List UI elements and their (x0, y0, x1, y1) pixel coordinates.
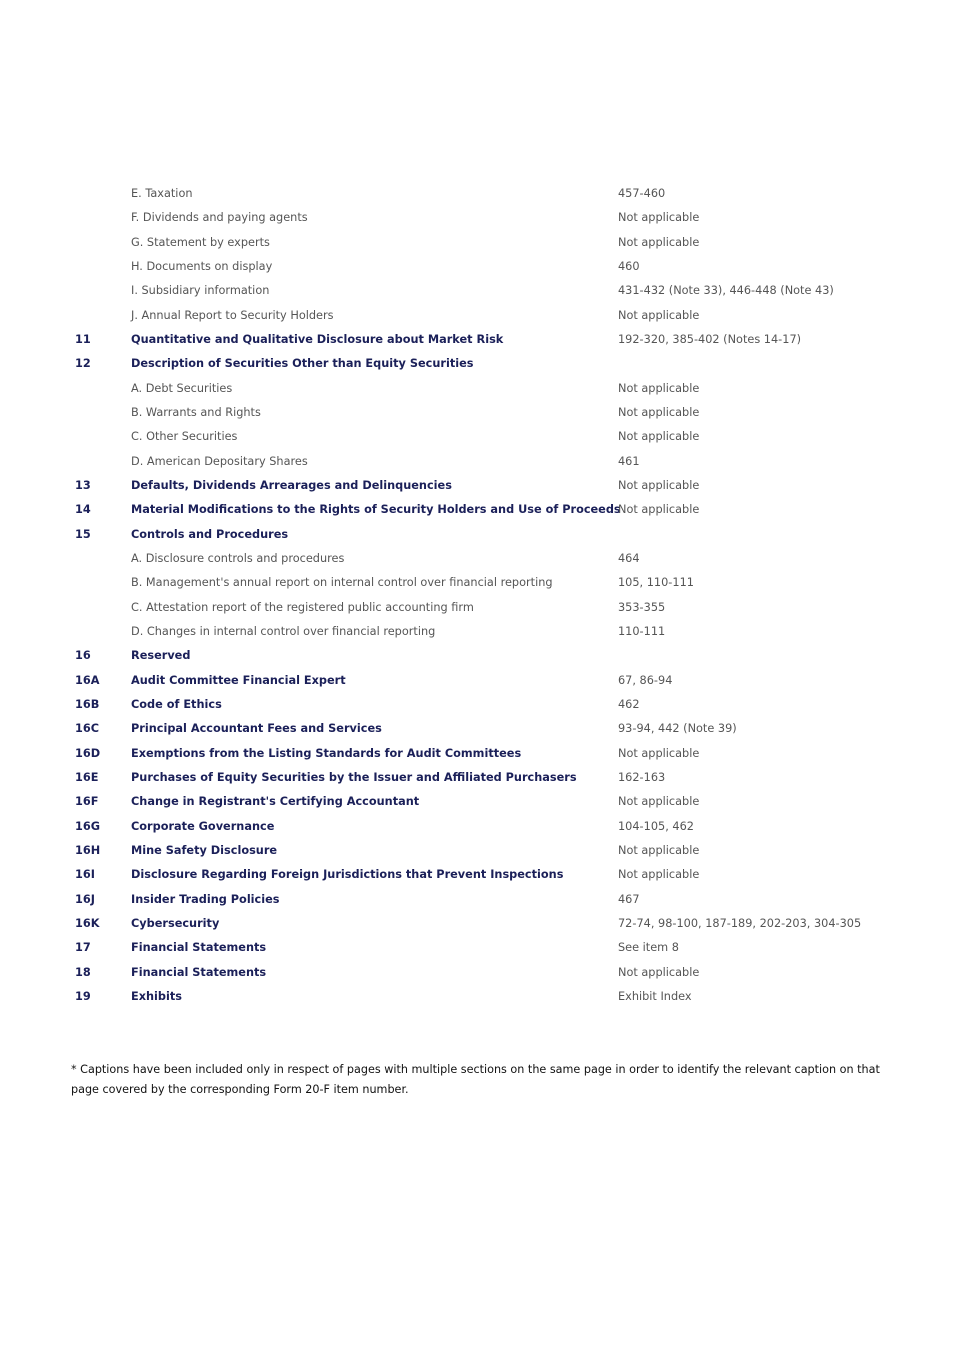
page-reference: Not applicable (618, 211, 700, 225)
item-title: Controls and Procedures (131, 527, 289, 541)
item-title: F. Dividends and paying agents (131, 211, 308, 225)
page-reference: 431-432 (Note 33), 446-448 (Note 43) (618, 284, 834, 298)
table-row (0, 231, 965, 255)
table-row (0, 888, 965, 912)
item-title: Principal Accountant Fees and Services (131, 722, 382, 736)
item-title: Financial Statements (131, 965, 267, 979)
item-number: 12 (75, 357, 91, 371)
page-reference: 104-105, 462 (618, 819, 694, 833)
page-reference: 462 (618, 697, 640, 711)
item-number: 16A (75, 673, 100, 687)
page-reference: Exhibit Index (618, 989, 692, 1003)
item-number: 16F (75, 795, 99, 809)
item-number: 16G (75, 819, 100, 833)
item-title: Exhibits (131, 989, 183, 1003)
page-reference: Not applicable (618, 965, 700, 979)
page-reference: 162-163 (618, 770, 666, 784)
item-title: B. Warrants and Rights (131, 405, 261, 419)
page-reference: 192-320, 385-402 (Notes 14-17) (618, 332, 802, 346)
page-reference: Not applicable (618, 478, 700, 492)
table-row (0, 717, 965, 741)
table-row (0, 912, 965, 936)
table-row (0, 547, 965, 571)
table-row (0, 523, 965, 547)
page-reference: 93-94, 442 (Note 39) (618, 722, 737, 736)
item-number: 17 (75, 941, 91, 955)
form-20f-cross-reference-table (0, 182, 965, 1009)
item-number: 16 (75, 649, 91, 663)
item-number: 14 (75, 503, 91, 517)
page-reference: 460 (618, 259, 640, 273)
item-number: 15 (75, 527, 91, 541)
table-row (0, 936, 965, 960)
item-number: 16C (75, 722, 100, 736)
item-number: 16I (75, 868, 95, 882)
page-reference: 467 (618, 892, 640, 906)
item-title: C. Attestation report of the registered public accounting firm (131, 600, 474, 614)
table-row (0, 985, 965, 1009)
page-reference: 353-355 (618, 600, 666, 614)
item-number: 16J (75, 892, 95, 906)
table-row (0, 742, 965, 766)
item-title: Purchases of Equity Securities by the Issuer and Affiliated Purchasers (131, 770, 577, 784)
item-title: B. Management's annual report on internal control over financial reporting (131, 576, 553, 590)
page-reference: Not applicable (618, 405, 700, 419)
item-title: Material Modifications to the Rights of Security Holders and Use of Proceeds (131, 503, 621, 517)
table-row (0, 790, 965, 814)
item-title: H. Documents on display (131, 259, 273, 273)
table-row (0, 620, 965, 644)
item-title: Reserved (131, 649, 191, 663)
item-title: Description of Securities Other than Equity Securities (131, 357, 474, 371)
page-reference: 105, 110-111 (618, 576, 694, 590)
table-row (0, 182, 965, 206)
item-number: 18 (75, 965, 91, 979)
item-title: E. Taxation (131, 187, 193, 200)
item-title: Audit Committee Financial Expert (131, 673, 346, 687)
page-reference: 110-111 (618, 624, 666, 638)
table-row (0, 425, 965, 449)
item-title: Insider Trading Policies (131, 892, 280, 906)
item-title: Exemptions from the Listing Standards for Audit Committees (131, 746, 522, 760)
page-reference: Not applicable (618, 868, 700, 882)
item-title: C. Other Securities (131, 430, 238, 444)
table-row (0, 352, 965, 376)
item-title: Disclosure Regarding Foreign Jurisdictions that Prevent Inspections (131, 868, 564, 882)
page-reference: 464 (618, 551, 640, 565)
page-reference: Not applicable (618, 746, 700, 760)
table-row (0, 474, 965, 498)
item-title: D. Changes in internal control over financial reporting (131, 624, 436, 638)
table-row (0, 961, 965, 985)
item-title: I. Subsidiary information (131, 284, 270, 298)
page-reference: Not applicable (618, 430, 700, 444)
table-row (0, 304, 965, 328)
page-reference: Not applicable (618, 843, 700, 857)
item-number: 16D (75, 746, 101, 760)
table-row (0, 328, 965, 352)
item-title: A. Disclosure controls and procedures (131, 551, 345, 565)
page-reference: Not applicable (618, 381, 700, 395)
table-row (0, 839, 965, 863)
item-number: 13 (75, 478, 91, 492)
item-number: 16K (75, 916, 100, 930)
item-title: Code of Ethics (131, 697, 222, 711)
item-title: D. American Depositary Shares (131, 454, 308, 468)
item-title: A. Debt Securities (131, 381, 233, 395)
page-reference: See item 8 (618, 941, 679, 955)
table-row (0, 450, 965, 474)
item-title: Corporate Governance (131, 819, 275, 833)
item-title: Quantitative and Qualitative Disclosure about Market Risk (131, 332, 504, 346)
item-title: Change in Registrant's Certifying Accountant (131, 795, 420, 809)
table-row (0, 498, 965, 522)
table-row (0, 255, 965, 279)
table-row (0, 815, 965, 839)
item-number: 16B (75, 697, 100, 711)
table-row (0, 766, 965, 790)
item-title: Mine Safety Disclosure (131, 843, 278, 857)
item-title: Defaults, Dividends Arrearages and Delinquencies (131, 478, 452, 492)
item-title: J. Annual Report to Security Holders (131, 308, 334, 322)
table-row (0, 693, 965, 717)
page-reference: 72-74, 98-100, 187-189, 202-203, 304-305 (618, 916, 862, 930)
footnote: * Captions have been included only in respect of pages with multiple sections on the same page in order to identify the relevant caption on that page covered by the corresponding Form 20-F item number. (71, 1063, 880, 1096)
page-reference: 457-460 (618, 187, 666, 200)
item-number: 16H (75, 843, 101, 857)
page-reference: 67, 86-94 (618, 673, 673, 687)
page-reference: 461 (618, 454, 640, 468)
item-number: 19 (75, 989, 91, 1003)
item-number: 11 (75, 332, 91, 346)
item-title: G. Statement by experts (131, 235, 270, 249)
page-reference: Not applicable (618, 308, 700, 322)
table-row (0, 401, 965, 425)
page-reference: Not applicable (618, 503, 700, 517)
table-row (0, 377, 965, 401)
page-reference: Not applicable (618, 795, 700, 809)
table-row (0, 279, 965, 303)
table-row (0, 669, 965, 693)
table-row (0, 863, 965, 887)
item-number: 16E (75, 770, 99, 784)
table-row (0, 571, 965, 595)
table-row (0, 596, 965, 620)
table-row (0, 644, 965, 668)
item-title: Cybersecurity (131, 916, 220, 930)
page-reference: Not applicable (618, 235, 700, 249)
table-row (0, 206, 965, 230)
item-title: Financial Statements (131, 941, 267, 955)
